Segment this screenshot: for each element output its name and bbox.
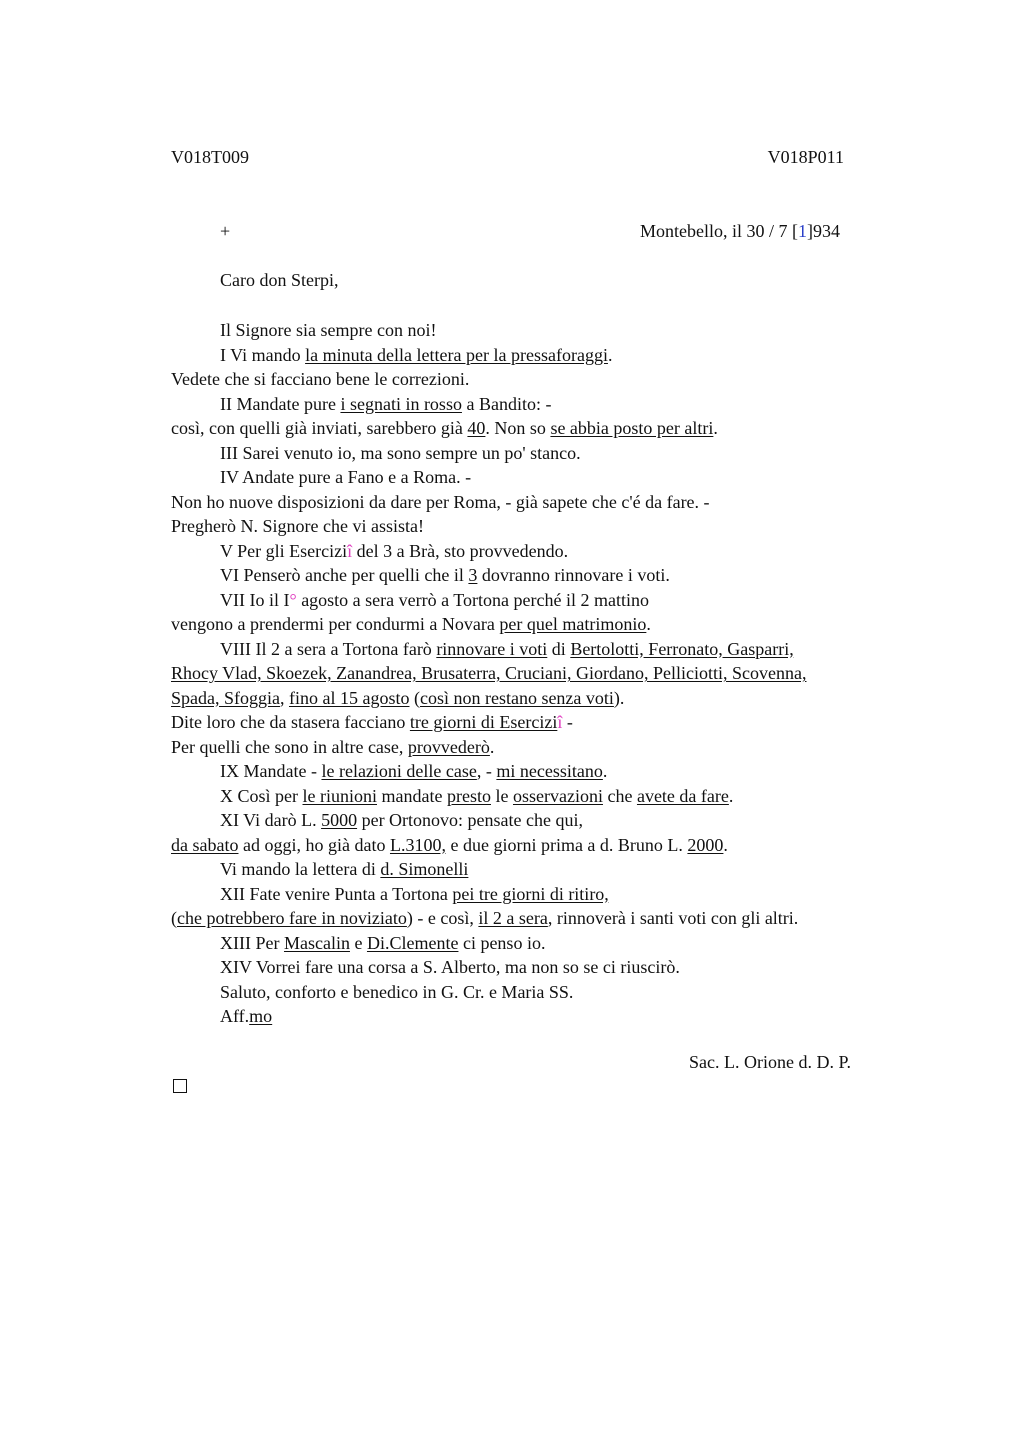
text-segment: X Così per	[220, 785, 303, 806]
body-line	[171, 539, 931, 564]
text-segment: e due giorni prima a d. Bruno L.	[445, 834, 688, 855]
text-segment: e	[349, 932, 367, 953]
text-segment: Il Signore sia sempre con noi!	[220, 320, 437, 340]
salutation: Caro don Sterpi,	[220, 270, 339, 290]
underlined-text: fino al 15 agosto	[288, 687, 410, 708]
body-line	[171, 612, 931, 637]
text-segment: ,	[279, 687, 289, 708]
underlined-text: 5000	[321, 810, 358, 830]
body-line	[171, 980, 931, 1005]
checkbox-square-icon[interactable]	[173, 1079, 187, 1093]
body-line	[171, 318, 931, 343]
body-line	[171, 441, 931, 466]
body-line	[171, 416, 931, 441]
text-segment: ) - e così,	[406, 908, 479, 928]
text-segment: XII Fate venire Punta a Tortona	[220, 883, 453, 904]
text-segment: . Non so	[485, 418, 551, 438]
body-line	[171, 343, 931, 368]
body-line	[171, 735, 931, 760]
body-line	[171, 637, 931, 662]
body-line	[171, 563, 931, 588]
text-segment: Per quelli che sono in altre case,	[171, 736, 408, 757]
underlined-text: provvederò	[407, 736, 490, 757]
underlined-text: Bertolotti, Ferronato, Gasparri,	[570, 638, 794, 659]
text-segment: mandate	[377, 785, 447, 806]
editorial-mark: î	[557, 712, 563, 732]
body-line	[171, 1004, 931, 1029]
text-segment: le	[490, 785, 513, 806]
text-segment: III Sarei venuto io, ma sono sempre un po' stanco.	[220, 442, 581, 463]
text-segment: .	[713, 418, 718, 438]
underlined-text: 3	[468, 565, 478, 585]
text-segment: VIII Il 2 a sera a Tortona farò	[220, 638, 437, 659]
header-right-code: V018P011	[767, 147, 844, 167]
body-line	[171, 514, 931, 539]
text-segment: IX Mandate -	[220, 761, 322, 781]
text-segment: .	[607, 344, 613, 365]
text-segment: IV Andate pure a Fano e a Roma. -	[220, 467, 472, 487]
underlined-text: Rhocy Vlad, Skoezek, Zanandrea, Brusaterra, Cruciani, Giordano, Pelliciotti, Scovenna,	[171, 663, 807, 683]
text-segment: di	[547, 638, 571, 659]
body-line	[171, 465, 931, 490]
header-left-code: V018T009	[171, 147, 249, 167]
underlined-text: che potrebbero fare in noviziato	[177, 908, 407, 928]
text-segment: ad oggi, ho già dato	[238, 834, 390, 855]
underlined-text: la minuta della lettera per la pressaforaggi	[305, 344, 608, 365]
underlined-text: L.3100,	[389, 834, 446, 855]
text-segment: .	[602, 761, 608, 781]
text-segment: XI Vi darò L.	[220, 810, 322, 830]
body-line	[171, 710, 931, 735]
underlined-text: Mascalin	[283, 932, 350, 953]
underlined-text: avete da fare	[636, 785, 729, 806]
editorial-mark: î	[347, 540, 353, 561]
text-segment: .	[646, 614, 651, 634]
body-line	[171, 490, 931, 515]
body-line	[171, 857, 931, 882]
text-segment: , -	[476, 761, 497, 781]
underlined-text: rinnovare i voti	[436, 638, 548, 659]
body-line	[171, 686, 931, 711]
text-segment: a Bandito: -	[461, 393, 552, 414]
text-segment: V Per gli Esercizi	[220, 540, 348, 561]
body-line	[171, 392, 931, 417]
body-line	[171, 931, 931, 956]
text-segment: .	[723, 834, 728, 855]
place-date	[640, 221, 840, 242]
text-segment: -	[562, 712, 573, 732]
body-line	[171, 955, 931, 980]
underlined-text: osservazioni	[512, 785, 603, 806]
text-segment: agosto a sera verrò a Tortona perché il 2 mattino	[296, 589, 649, 610]
text-segment: ci penso io.	[458, 932, 546, 953]
text-segment: che	[602, 785, 637, 806]
signature: Sac. L. Orione d. D. P.	[689, 1052, 851, 1072]
place-date-prefix: Montebello, il 30 / 7 [	[640, 221, 798, 241]
text-segment: per Ortonovo: pensate che qui,	[357, 810, 584, 830]
underlined-text: le relazioni delle case	[321, 761, 477, 781]
place-date-bracket-digit: 1	[798, 221, 807, 241]
text-segment: del 3 a Brà, sto provvedendo.	[352, 540, 569, 561]
text-segment: VII Io il I	[220, 589, 290, 610]
body-line	[171, 906, 931, 931]
text-segment: (	[409, 687, 420, 708]
underlined-text: le riunioni	[302, 785, 377, 806]
text-segment: VI Penserò anche per quelli che il	[220, 565, 469, 585]
underlined-text: mo	[249, 1006, 273, 1026]
text-segment: Saluto, conforto e benedico in G. Cr. e Maria SS.	[220, 981, 574, 1002]
text-segment: dovranno rinnovare i voti.	[477, 565, 670, 585]
underlined-text: per quel matrimonio	[499, 614, 647, 634]
text-segment: .	[489, 736, 495, 757]
underlined-text: pei tre giorni di ritiro,	[452, 883, 609, 904]
body-line	[171, 833, 931, 858]
letter-body	[171, 318, 931, 1029]
text-segment: Vi mando la lettera di	[220, 859, 381, 879]
underlined-text: Spada, Sfoggia	[171, 687, 280, 708]
text-segment: XIV Vorrei fare una corsa a S. Alberto, ma non so se ci riuscirò.	[220, 957, 680, 977]
text-segment: , rinnoverà i santi voti con gli altri.	[547, 908, 799, 928]
underlined-text: d. Simonelli	[380, 859, 469, 879]
editorial-mark: °	[289, 589, 297, 610]
underlined-text: se abbia posto per altri	[550, 418, 714, 438]
text-segment: (	[171, 908, 177, 928]
underlined-text: così non restano senza voti	[419, 687, 614, 708]
underlined-text: 40	[467, 418, 486, 438]
text-segment: Dite loro che da stasera facciano	[171, 712, 410, 732]
underlined-text: Di.Clemente	[366, 932, 459, 953]
text-segment: Vedete che si facciano bene le correzioni.	[171, 369, 470, 389]
text-segment: I Vi mando	[220, 344, 306, 365]
text-segment: Aff.	[220, 1006, 250, 1026]
underlined-text: i segnati in rosso	[340, 393, 462, 414]
place-date-suffix: ]934	[807, 221, 840, 241]
text-segment: II Mandate pure	[220, 393, 341, 414]
body-line	[171, 759, 931, 784]
body-line	[171, 808, 931, 833]
text-segment: vengono a prendermi per condurmi a Novara	[171, 614, 500, 634]
body-line	[171, 882, 931, 907]
text-segment: Non ho nuove disposizioni da dare per Roma, - già sapete che c'é da fare. -	[171, 491, 710, 512]
cross-symbol: +	[220, 221, 231, 241]
text-segment: ).	[613, 687, 625, 708]
body-line	[171, 588, 931, 613]
underlined-text: il 2 a sera	[478, 908, 548, 928]
text-segment: così, con quelli già inviati, sarebbero già	[171, 418, 468, 438]
underlined-text: presto	[446, 785, 491, 806]
body-line	[171, 784, 931, 809]
body-line	[171, 367, 931, 392]
underlined-text: da sabato	[171, 834, 239, 855]
text-segment: .	[728, 785, 734, 806]
body-line	[171, 661, 931, 686]
underlined-text: mi necessitano	[496, 761, 603, 781]
text-segment: XIII Per	[220, 932, 284, 953]
underlined-text: 2000	[687, 834, 724, 855]
underlined-text: tre giorni di Esercizi	[409, 712, 558, 732]
text-segment: Pregherò N. Signore che vi assista!	[171, 516, 424, 536]
